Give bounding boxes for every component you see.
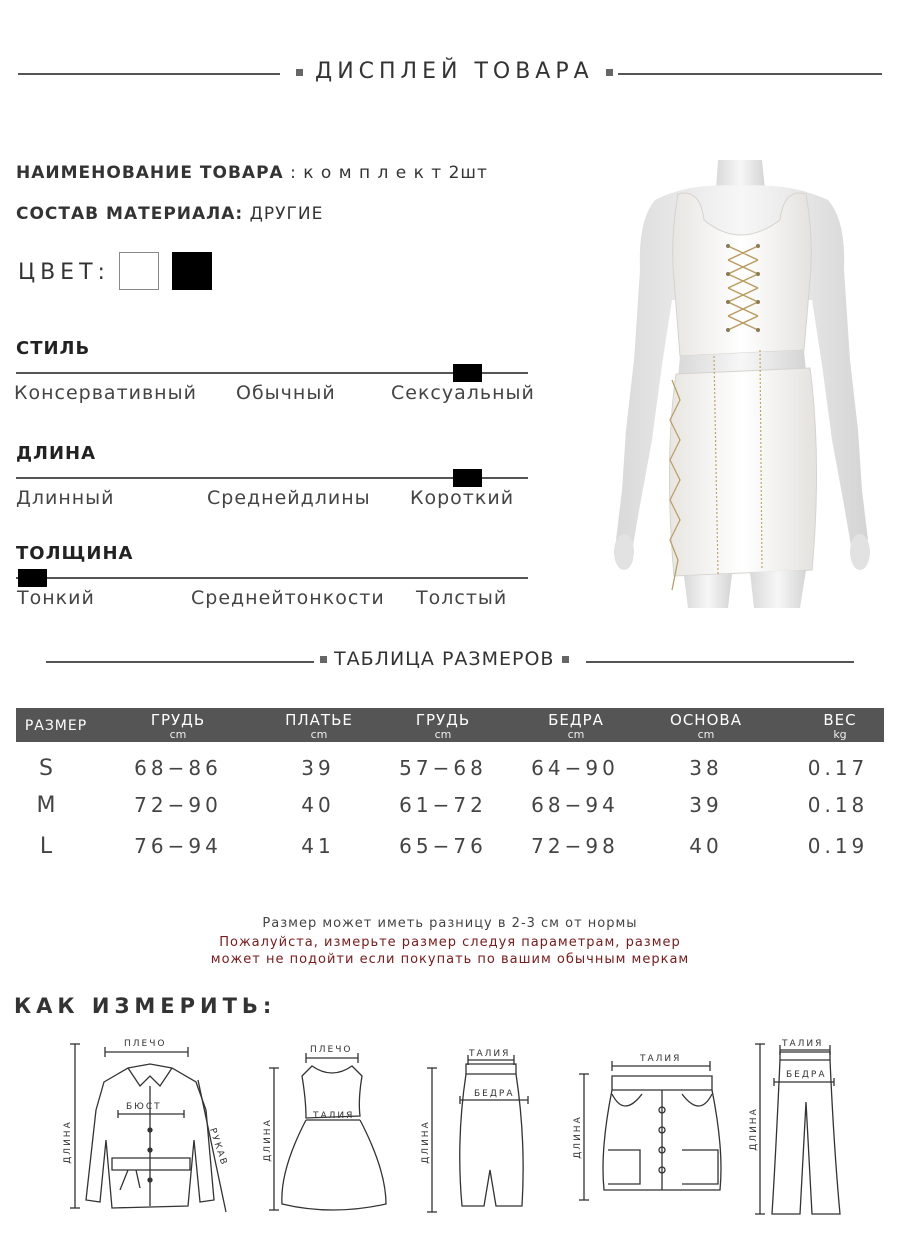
column-name: ВЕС: [823, 711, 857, 729]
note-measure-warning-1: Пожалуйста, измерьте размер следуя параметрам, размер: [219, 935, 681, 950]
product-name-label: НАИМЕНОВАНИЕ ТОВАРА: [16, 163, 284, 183]
skirt-hips-label: БЕДРА: [474, 1089, 515, 1099]
table-cell: 0.18: [807, 793, 869, 817]
skirt-waist-label: ТАЛИЯ: [469, 1049, 511, 1059]
table-header-cell: [123, 708, 233, 742]
scale-track: [16, 477, 528, 479]
table-cell: 72−98: [531, 834, 619, 858]
product-photo: [600, 160, 885, 608]
size-header-line-left: [46, 661, 314, 663]
table-cell: 40: [301, 793, 335, 817]
skirt-diagram-icon: [427, 1055, 528, 1212]
column-unit: cm: [434, 728, 452, 741]
column-unit: cm: [697, 728, 715, 741]
scale-option-label: Среднейтонкости: [191, 587, 385, 609]
scale-marker: [18, 569, 47, 587]
pants-length-label: ДЛИНА: [749, 1107, 759, 1151]
column-name: РАЗМЕР: [24, 718, 88, 734]
table-cell: 40: [689, 834, 723, 858]
material-label: СОСТАВ МАТЕРИАЛА:: [16, 204, 244, 224]
table-cell: L: [39, 834, 53, 859]
shorts-length-label: ДЛИНА: [573, 1115, 583, 1159]
table-cell: 39: [689, 793, 723, 817]
table-cell: 68−94: [531, 793, 619, 817]
jacket-diagram-icon: [70, 1044, 226, 1212]
note-size-difference: Размер может иметь разницу в 2-3 см от нормы: [262, 916, 638, 931]
column-name: БЕДРА: [548, 711, 604, 729]
scale-option-label: Длинный: [16, 487, 115, 509]
table-header-cell: [264, 708, 374, 742]
color-swatch-white[interactable]: [119, 252, 159, 290]
scale-option-label: Толстый: [416, 587, 508, 609]
size-header-line-right: [586, 661, 854, 663]
jacket-bust-label: БЮСТ: [126, 1102, 162, 1112]
header-line-right: [618, 73, 882, 75]
column-name: ОСНОВА: [670, 711, 742, 729]
skirt-length-label: ДЛИНА: [421, 1120, 431, 1164]
scale-option-label: Обычный: [236, 382, 336, 404]
dress-waist-label: ТАЛИЯ: [313, 1111, 355, 1121]
scale-track: [16, 372, 528, 374]
pants-hips-label: БЕДРА: [786, 1070, 827, 1080]
table-cell: 72−90: [134, 793, 222, 817]
color-swatch-black[interactable]: [172, 252, 212, 290]
material-value: ДРУГИЕ: [249, 204, 324, 224]
shorts-diagram-icon: [579, 1061, 721, 1200]
jacket-length-label: ДЛИНА: [63, 1120, 73, 1164]
column-name: ГРУДЬ: [150, 711, 206, 729]
table-cell: 57−68: [399, 756, 487, 780]
column-name: ПЛАТЬЕ: [285, 711, 353, 729]
display-section-title: ДИСПЛЕЙ ТОВАРА: [296, 59, 613, 84]
table-cell: S: [39, 756, 53, 781]
table-header-cell: [651, 708, 761, 742]
table-header-cell: [388, 708, 498, 742]
table-cell: 61−72: [399, 793, 487, 817]
column-name: ГРУДЬ: [415, 711, 471, 729]
scale-title: СТИЛЬ: [16, 338, 91, 359]
dress-shoulder-label: ПЛЕЧО: [310, 1045, 353, 1055]
jacket-shoulder-label: ПЛЕЧО: [124, 1039, 167, 1049]
column-unit: cm: [567, 728, 585, 741]
table-cell: 76−94: [134, 834, 222, 858]
column-unit: cm: [169, 728, 187, 741]
scale-marker: [453, 469, 482, 487]
measure-diagrams: [0, 1030, 900, 1254]
table-cell: M: [36, 793, 56, 818]
table-cell: 0.17: [807, 756, 869, 780]
scale-title: ДЛИНА: [16, 443, 97, 464]
table-cell: 38: [689, 756, 723, 780]
table-cell: 68−86: [134, 756, 222, 780]
scale-track: [16, 577, 528, 579]
table-header-cell: [21, 708, 91, 742]
table-header-cell: [785, 708, 895, 742]
dress-length-label: ДЛИНА: [263, 1118, 273, 1162]
dress-diagram-icon: [269, 1053, 386, 1210]
table-cell: 64−90: [531, 756, 619, 780]
product-name-value: : к о м п л е к т 2шт: [290, 163, 488, 183]
table-header-cell: [521, 708, 631, 742]
scale-option-label: Консервативный: [14, 382, 197, 404]
size-section-title: ТАБЛИЦА РАЗМЕРОВ: [320, 648, 569, 670]
scale-option-label: Тонкий: [17, 587, 95, 609]
table-cell: 65−76: [399, 834, 487, 858]
shorts-waist-label: ТАЛИЯ: [640, 1054, 682, 1064]
header-line-left: [18, 73, 280, 75]
note-measure-warning-2: может не подойти если покупать по вашим обычным меркам: [210, 952, 690, 967]
table-cell: 39: [301, 756, 335, 780]
color-label: ЦВЕТ:: [18, 260, 110, 285]
size-table-header: [16, 708, 884, 742]
material-row: [16, 204, 323, 224]
column-unit: cm: [310, 728, 328, 741]
column-unit: kg: [833, 728, 847, 741]
pants-waist-label: ТАЛИЯ: [782, 1039, 824, 1049]
scale-marker: [453, 364, 482, 382]
scale-option-label: Короткий: [410, 487, 515, 509]
scale-option-label: Среднейдлины: [207, 487, 371, 509]
how-to-measure-title: КАК ИЗМЕРИТЬ:: [14, 994, 277, 1018]
scale-title: ТОЛЩИНА: [16, 543, 134, 564]
jacket-sleeve-label: РУКАВ: [207, 1126, 229, 1168]
table-cell: 0.19: [807, 834, 869, 858]
scale-option-label: Сексуальный: [391, 382, 535, 404]
product-name-row: [16, 163, 488, 183]
table-cell: 41: [301, 834, 335, 858]
